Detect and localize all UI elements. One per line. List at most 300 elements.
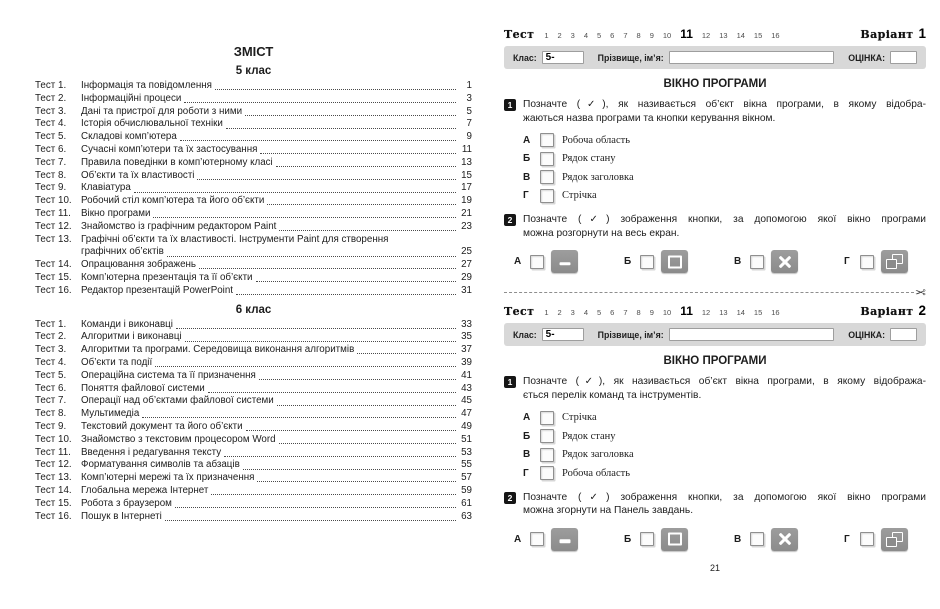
answer-checkbox[interactable] [640, 255, 654, 269]
variant-number: 1 [918, 26, 926, 41]
toc-item-title: Алгоритми та програми. Середовища виконання алгоритмів [81, 344, 355, 356]
toc-item-page: 39 [461, 356, 472, 368]
test-number: 9 [649, 308, 654, 318]
question-text-line: ється перелік команд та інструментів. [523, 389, 702, 401]
toc-item-page: 23 [461, 220, 472, 232]
toc-page [35, 44, 472, 523]
toc-item-label: Тест 11. [35, 207, 71, 219]
toc-item-page: 1 [466, 80, 472, 91]
test-topic-title: ВІКНО ПРОГРАМИ [663, 355, 767, 368]
toc-item-page: 9 [466, 131, 472, 143]
question-text-line: жаються назва програми та кнопки керування вікном. [523, 112, 776, 124]
toc-item-title: Текстовий документ та його об’єкти [81, 420, 243, 432]
class-input[interactable] [542, 51, 584, 64]
toc-item-title: Знайомство із графічним редактором Paint [81, 220, 277, 232]
student-info-band [504, 46, 926, 69]
question-2 [504, 491, 926, 518]
toc-row [35, 157, 472, 170]
answer-option [523, 446, 926, 465]
toc-item-page: 57 [461, 472, 472, 484]
toc-dot-leader [224, 456, 456, 457]
toc-dot-leader [267, 204, 456, 205]
test-header-strip [504, 26, 926, 44]
image-answer-option [514, 528, 578, 551]
toc-item-label: Тест 16. [35, 510, 72, 522]
option-letter: Г [523, 467, 529, 479]
test-number: 11 [680, 27, 693, 41]
toc-item-title: Пошук в Інтернеті [81, 510, 162, 522]
toc-section [35, 304, 472, 524]
toc-item-page: 59 [461, 484, 472, 496]
toc-item-page: 5 [466, 105, 472, 117]
test-number: 3 [570, 308, 575, 318]
toc-item-label: Тест 8. [35, 408, 67, 420]
answer-checkbox[interactable] [750, 532, 764, 546]
test-number-list [544, 304, 779, 318]
toc-item-page: 47 [461, 408, 472, 420]
image-answer-option [624, 528, 688, 551]
toc-dot-leader [175, 507, 456, 508]
toc-sections [35, 65, 472, 523]
test-word: Тест [504, 28, 535, 41]
question-text [523, 213, 926, 240]
toc-item-title: Робота з браузером [81, 497, 172, 509]
toc-item-label: Тест 9. [35, 420, 67, 432]
toc-item-title: Операції над об’єктами файлової системи [81, 395, 274, 407]
question-body [523, 98, 926, 205]
toc-row [35, 319, 472, 332]
toc-item-page: 17 [461, 182, 472, 194]
toc-item-title: Дані та пристрої для роботи з ними [81, 105, 243, 117]
toc-item-title: Правила поведінки в комп’ютерному класі [81, 156, 273, 168]
toc-item-list [35, 80, 472, 298]
test-number: 15 [753, 31, 763, 40]
toc-row [35, 370, 472, 383]
toc-dot-leader [167, 256, 456, 257]
option-letter: Г [844, 256, 850, 268]
image-answer-options [514, 250, 908, 273]
answer-checkbox[interactable] [860, 532, 874, 546]
toc-dot-leader [259, 379, 456, 380]
toc-item-label: Тест 1. [35, 80, 67, 91]
test-number: 12 [701, 31, 711, 40]
toc-item-label: Тест 9. [35, 182, 67, 194]
toc-item-page: 15 [461, 169, 472, 181]
toc-dot-leader [197, 179, 456, 180]
toc-item-title: Інформаційні процеси [81, 92, 182, 104]
test-number: 10 [662, 31, 672, 40]
question-text-line: Позначте (✓), як називається об’єкт вікна програми, в якому відобража- [523, 376, 926, 388]
toc-item-label: Тест 5. [35, 131, 67, 143]
toc-item-page: 41 [461, 369, 472, 381]
toc-item-label: Тест 7. [35, 156, 67, 168]
restore-button [881, 250, 908, 273]
toc-item-label: Тест 10. [35, 195, 72, 207]
question-text-line: Позначте (✓) зображення кнопки, за допомогою якої вікно програми [523, 491, 926, 503]
toc-item-title: Історія обчислювальної техніки [81, 118, 223, 130]
toc-item-list [35, 319, 472, 524]
score-input[interactable] [890, 51, 917, 64]
toc-row [35, 408, 472, 421]
image-answer-options [514, 528, 908, 551]
answer-option [523, 187, 926, 206]
variant-block [504, 303, 926, 550]
toc-item-label: Тест 11. [35, 446, 71, 458]
toc-dot-leader [226, 128, 456, 129]
toc-item-title: Команди і виконавці [81, 318, 173, 330]
toc-item-title: Вікно програми [81, 207, 151, 219]
option-letter: А [514, 256, 522, 268]
toc-item-title: Об’єкти та події [81, 356, 153, 368]
test-number: 7 [623, 308, 628, 318]
test-number: 13 [719, 31, 728, 40]
toc-item-label: Тест 6. [35, 143, 67, 155]
test-number: 6 [610, 308, 615, 318]
test-number: 14 [736, 31, 745, 40]
toc-dot-leader [134, 192, 456, 193]
test-number-strip [504, 27, 780, 41]
close-button [771, 250, 798, 273]
class-label: Клас: [513, 52, 537, 63]
toc-item-label: Тест 8. [35, 169, 67, 181]
toc-item-label: Тест 14. [35, 484, 72, 496]
toc-dot-leader [277, 405, 456, 406]
option-text: Робоча область [562, 134, 630, 146]
toc-item-page: 7 [466, 118, 472, 130]
option-letter: А [514, 533, 522, 545]
variant-label [860, 303, 926, 318]
minimize-button [551, 528, 578, 551]
toc-item-page: 45 [461, 395, 472, 407]
student-info-band [504, 323, 926, 346]
toc-row [35, 357, 472, 370]
test-number: 4 [583, 308, 588, 318]
toc-item-label: Тест 15. [35, 271, 72, 283]
toc-item-title: Комп’ютерна презентація та її об’єкти [81, 271, 253, 283]
toc-item-page: 63 [461, 510, 472, 522]
cut-line [504, 285, 926, 299]
name-label: Прізвище, ім’я: [597, 329, 664, 340]
test-number: 15 [753, 308, 763, 318]
toc-row [35, 221, 472, 234]
toc-dot-leader [185, 341, 456, 342]
toc-dot-leader [155, 366, 456, 367]
image-answer-option [624, 250, 688, 273]
toc-dot-leader [142, 417, 456, 418]
answer-option [523, 168, 926, 187]
toc-row [35, 208, 472, 221]
test-number-strip [504, 304, 780, 318]
toc-dot-leader [199, 268, 456, 269]
toc-section-heading: 5 клас [235, 65, 272, 77]
option-letter: В [734, 256, 742, 268]
option-letter: Б [624, 256, 632, 268]
toc-dot-leader [257, 481, 456, 482]
toc-dot-leader [236, 294, 456, 295]
toc-item-title: Складові комп’ютера [81, 131, 177, 143]
toc-row [35, 80, 472, 93]
question-1 [504, 98, 926, 205]
toc-dot-leader [260, 153, 456, 154]
toc-row [35, 395, 472, 408]
name-input[interactable] [669, 328, 835, 341]
toc-dot-leader [208, 392, 456, 393]
close-button [771, 528, 798, 551]
toc-dot-leader [256, 281, 456, 282]
option-letter: Б [523, 430, 531, 442]
option-text: Рядок стану [562, 153, 616, 165]
test-number: 13 [719, 308, 728, 318]
test-number: 11 [680, 304, 693, 319]
toc-row [35, 498, 472, 511]
test-page [504, 26, 926, 573]
toc-item-label: Тест 10. [35, 433, 72, 445]
answer-checkbox[interactable] [540, 189, 554, 203]
answer-checkbox[interactable] [530, 532, 544, 546]
answer-checkbox[interactable] [860, 255, 874, 269]
toc-row [35, 344, 472, 357]
toc-item-page: 29 [461, 271, 472, 283]
answer-option [523, 427, 926, 446]
option-text: Рядок стану [562, 430, 616, 442]
toc-item-page: 49 [461, 420, 472, 432]
test-number: 16 [771, 31, 780, 40]
toc-row [35, 118, 472, 131]
score-input[interactable] [890, 328, 917, 341]
toc-section-heading: 6 клас [235, 303, 272, 316]
toc-item-label: Тест 4. [35, 118, 67, 130]
toc-row [35, 234, 472, 247]
toc-row [35, 434, 472, 447]
toc-row [35, 259, 472, 272]
test-number: 12 [701, 308, 711, 318]
test-number: 10 [662, 308, 672, 318]
answer-checkbox[interactable] [540, 448, 554, 462]
maximize-button [661, 528, 688, 551]
minimize-button [551, 250, 578, 273]
toc-row [35, 93, 472, 106]
toc-item-title: Об’єкти та їх властивості [81, 169, 195, 181]
toc-row [35, 421, 472, 434]
toc-title: ЗМІСТ [233, 44, 274, 59]
image-answer-option [734, 528, 798, 551]
question-text [523, 375, 926, 402]
test-number: 6 [610, 31, 615, 40]
toc-item-title: Графічні об’єкти та їх властивості. Інструменти Paint для створення [81, 233, 389, 245]
answer-options [523, 409, 926, 483]
toc-item-label: Тест 7. [35, 395, 67, 407]
toc-row [35, 272, 472, 285]
toc-dot-leader [211, 494, 456, 495]
variant-block [504, 26, 926, 299]
option-letter: Б [624, 533, 632, 545]
toc-dot-leader [357, 353, 456, 354]
answer-checkbox[interactable] [540, 170, 554, 184]
option-text: Стрічка [562, 412, 597, 424]
toc-item-title: Інформація та повідомлення [81, 80, 212, 91]
score-label: ОЦІНКА: [848, 52, 885, 63]
toc-item-label: Тест 13. [35, 233, 72, 245]
toc-row [35, 472, 472, 485]
test-topic-title: ВІКНО ПРОГРАМИ [663, 78, 767, 90]
toc-item-title: Опрацювання зображень [81, 259, 197, 271]
image-answer-option [734, 250, 798, 273]
answer-checkbox[interactable] [640, 532, 654, 546]
answer-option [523, 464, 926, 483]
question-number-badge: 1 [504, 376, 516, 388]
toc-item-page: 33 [461, 318, 472, 330]
image-answer-option [514, 250, 578, 273]
question-number-badge: 2 [504, 492, 516, 504]
answer-option [523, 409, 926, 428]
toc-section [35, 65, 472, 298]
answer-checkbox[interactable] [540, 152, 554, 166]
restore-button [881, 528, 908, 551]
toc-item-label: Тест 5. [35, 369, 67, 381]
name-label: Прізвище, ім’я: [597, 52, 664, 63]
toc-item-title: Робочий стіл комп’ютера та його об’єкти [81, 195, 265, 207]
option-letter: Г [523, 190, 529, 202]
question-2 [504, 213, 926, 240]
image-answer-option [844, 250, 908, 273]
question-text-line: Позначте (✓) зображення кнопки, за допомогою якої вікно програми [523, 214, 926, 226]
class-label: Клас: [513, 329, 537, 340]
toc-dot-leader [176, 328, 456, 329]
maximize-button [661, 250, 688, 273]
variant-list [504, 26, 926, 551]
toc-item-label: Тест 4. [35, 356, 67, 368]
test-word: Тест [504, 305, 535, 319]
toc-dot-leader [245, 115, 456, 116]
toc-item-title: Редактор презентацій PowerPoint [81, 284, 234, 296]
toc-dot-leader [153, 217, 456, 218]
test-number: 2 [557, 308, 562, 318]
question-text-line: Позначте (✓), як називається об’єкт вікна програми, в якому відобра- [523, 99, 926, 110]
toc-row [35, 144, 472, 157]
toc-row [35, 246, 472, 259]
toc-dot-leader [165, 520, 456, 521]
toc-row [35, 195, 472, 208]
toc-item-title: Сучасні комп’ютери та їх застосування [81, 143, 258, 155]
answer-checkbox[interactable] [540, 466, 554, 480]
option-letter: Г [844, 533, 850, 545]
test-number: 1 [544, 31, 549, 40]
answer-checkbox[interactable] [530, 255, 544, 269]
answer-checkbox[interactable] [750, 255, 764, 269]
class-input[interactable] [542, 328, 584, 341]
toc-item-page: 19 [461, 195, 472, 207]
toc-item-page: 13 [461, 156, 472, 168]
toc-item-label: Тест 1. [35, 318, 67, 330]
toc-row [35, 331, 472, 344]
test-number: 5 [597, 308, 602, 318]
question-1 [504, 375, 926, 482]
question-text [523, 98, 926, 125]
page-number: 21 [709, 562, 720, 573]
question-body [523, 213, 926, 240]
toc-item-title: Мультимедіа [81, 408, 140, 420]
toc-item-title: Операційна система та її призначення [81, 369, 256, 381]
question-text [523, 491, 926, 518]
question-number-badge: 2 [504, 214, 516, 226]
toc-item-title: Знайомство з текстовим процесором Word [81, 433, 276, 445]
answer-checkbox[interactable] [540, 411, 554, 425]
toc-item-page: 37 [461, 344, 472, 356]
toc-item-title: Введення і редагування тексту [81, 446, 222, 458]
toc-item-label: Тест 12. [35, 459, 72, 471]
toc-item-title: Поняття файлової системи [81, 382, 205, 394]
toc-row [35, 131, 472, 144]
toc-row [35, 485, 472, 498]
toc-dot-leader [279, 443, 456, 444]
test-number-list [544, 27, 779, 41]
toc-item-page: 35 [461, 331, 472, 343]
test-number: 7 [623, 31, 628, 40]
test-number: 5 [597, 31, 602, 40]
toc-item-title: Комп’ютерні мережі та їх призначення [81, 472, 255, 484]
option-text: Стрічка [562, 190, 597, 202]
cut-dashes [504, 292, 914, 293]
toc-dot-leader [246, 430, 456, 431]
option-letter: А [523, 412, 531, 424]
score-label: ОЦІНКА: [848, 329, 885, 340]
answer-option [523, 150, 926, 169]
toc-item-page: 31 [461, 284, 472, 296]
toc-item-label: Тест 2. [35, 331, 67, 343]
scissors-icon: ✂ [915, 284, 926, 300]
toc-dot-leader [184, 102, 456, 103]
toc-row [35, 447, 472, 460]
answer-option [523, 131, 926, 150]
question-body [523, 491, 926, 518]
image-answer-option [844, 528, 908, 551]
test-header-strip [504, 303, 926, 321]
test-number: 2 [557, 31, 562, 40]
option-letter: А [523, 134, 531, 146]
toc-row [35, 459, 472, 472]
toc-item-page: 43 [461, 382, 472, 394]
question-number-badge: 1 [504, 99, 516, 111]
toc-item-page: 27 [461, 259, 472, 271]
toc-item-title: Глобальна мережа Інтернет [81, 484, 209, 496]
answer-checkbox[interactable] [540, 133, 554, 147]
toc-item-label: Тест 3. [35, 344, 67, 356]
toc-dot-leader [279, 230, 456, 231]
option-text: Рядок заголовка [562, 449, 634, 461]
toc-item-title: Алгоритми і виконавці [81, 331, 182, 343]
toc-dot-leader [215, 89, 456, 90]
variant-label [860, 26, 926, 41]
question-text-line: можна згорнути на Панель завдань. [523, 505, 694, 517]
variant-word: Варіант [860, 305, 914, 319]
name-input[interactable] [669, 51, 835, 64]
question-body [523, 375, 926, 482]
toc-row [35, 285, 472, 298]
toc-item-page: 53 [461, 446, 472, 458]
answer-checkbox[interactable] [540, 429, 554, 443]
toc-item-page: 3 [466, 92, 472, 104]
option-letter: Б [523, 153, 531, 165]
variant-word: Варіант [860, 28, 914, 41]
toc-item-page: 21 [461, 207, 472, 219]
option-text: Робоча область [562, 467, 630, 479]
test-number: 9 [649, 31, 654, 40]
option-letter: В [734, 533, 742, 545]
test-number: 16 [771, 308, 780, 318]
toc-item-label: Тест 2. [35, 92, 67, 104]
toc-row [35, 511, 472, 524]
toc-item-label: Тест 13. [35, 472, 72, 484]
